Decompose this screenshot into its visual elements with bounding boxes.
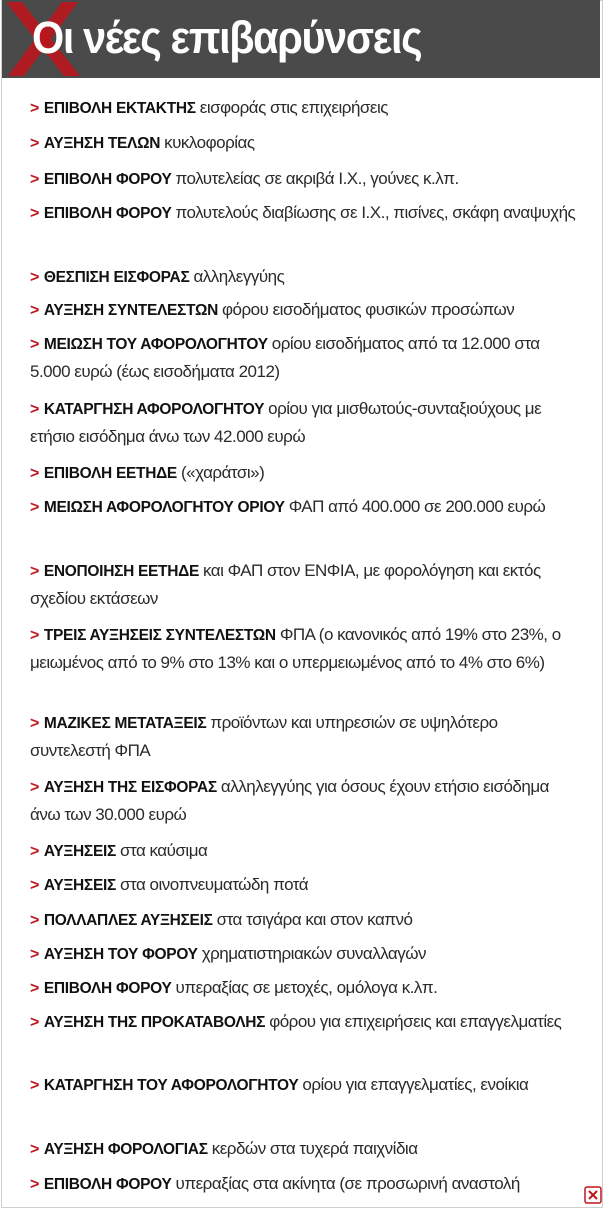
list-item: [30, 1170, 582, 1198]
list-item: [30, 1008, 582, 1036]
chevron-right-icon: >: [30, 1141, 39, 1158]
list-item: [30, 263, 582, 291]
list-item: [30, 199, 582, 227]
chevron-right-icon: >: [30, 715, 39, 732]
item-keyword: ΑΥΞΗΣΗ ΦΟΡΟΛΟΓΙΑΣ: [43, 1141, 208, 1158]
chevron-right-icon: >: [30, 1077, 39, 1094]
item-text: ορίου για επαγγελματίες, ενοίκια: [302, 1075, 529, 1094]
chevron-right-icon: >: [30, 465, 39, 482]
item-text: («χαράτσι»): [180, 463, 265, 482]
chevron-right-icon: >: [30, 499, 39, 516]
chevron-right-icon: >: [30, 135, 39, 152]
chevron-right-icon: >: [30, 302, 39, 319]
list-item: [30, 493, 582, 521]
item-text: αλληλεγγύης: [193, 267, 285, 286]
list-item: [30, 773, 582, 828]
item-keyword: ΕΠΙΒΟΛΗ ΕΚΤΑΚΤΗΣ: [43, 100, 196, 117]
chevron-right-icon: >: [30, 980, 39, 997]
chevron-right-icon: >: [30, 1014, 39, 1031]
item-text: χρηματιστηριακών συναλλαγών: [201, 944, 427, 963]
list-item: [30, 296, 582, 324]
item-keyword: ΜΕΙΩΣΗ ΤΟΥ ΑΦΟΡΟΛΟΓΗΤΟΥ: [43, 336, 268, 353]
item-text: πολυτελούς διαβίωσης σε Ι.Χ., πισίνες, σκάφη αναψυχής: [175, 203, 576, 222]
item-keyword: ΕΠΙΒΟΛΗ ΦΟΡΟΥ: [43, 171, 172, 188]
item-text: υπεραξίας σε μετοχές, ομόλογα κ.λπ.: [175, 978, 438, 997]
item-keyword: ΑΥΞΗΣΗ ΤΗΣ ΠΡΟΚΑΤΑΒΟΛΗΣ: [43, 1014, 266, 1031]
item-keyword: ΕΝΟΠΟΙΗΣΗ ΕΕΤΗΔΕ: [43, 563, 200, 580]
chevron-right-icon: >: [30, 877, 39, 894]
item-keyword: ΚΑΤΑΡΓΗΣΗ ΑΦΟΡΟΛΟΓΗΤΟΥ: [43, 401, 265, 418]
item-keyword: ΜΑΖΙΚΕΣ ΜΕΤΑΤΑΞΕΙΣ: [43, 715, 207, 732]
item-text: ορίου εισοδήματος από τα 12.000 στα 5.000 ευρώ (έως εισοδήματα 2012): [30, 334, 540, 381]
list-item: [30, 330, 582, 385]
item-keyword: ΕΠΙΒΟΛΗ ΦΟΡΟΥ: [43, 980, 172, 997]
item-text: στα καύσιμα: [120, 841, 208, 860]
item-keyword: ΚΑΤΑΡΓΗΣΗ ΤΟΥ ΑΦΟΡΟΛΟΓΗΤΟΥ: [43, 1077, 299, 1094]
item-keyword: ΕΠΙΒΟΛΗ ΦΟΡΟΥ: [43, 205, 172, 222]
item-keyword: ΘΕΣΠΙΣΗ ΕΙΣΦΟΡΑΣ: [43, 269, 190, 286]
item-text: και ΦΑΠ στον ΕΝΦΙΑ, με φορολόγηση και εκτός σχεδίου εκτάσεων: [30, 561, 541, 608]
header-bar: [2, 0, 600, 78]
list-item: [30, 1071, 582, 1099]
chevron-right-icon: >: [30, 269, 39, 286]
chevron-right-icon: >: [30, 336, 39, 353]
item-text: φόρου για επιχειρήσεις και επαγγελματίες: [269, 1012, 562, 1031]
item-keyword: ΜΕΙΩΣΗ ΑΦΟΡΟΛΟΓΗΤΟΥ ΟΡΙΟΥ: [43, 499, 285, 516]
chevron-right-icon: >: [30, 1176, 39, 1193]
page-title: Οι νέες επιβαρύνσεις: [32, 12, 422, 63]
item-keyword: ΑΥΞΗΣΕΙΣ: [43, 877, 116, 894]
list-item: [30, 395, 582, 450]
item-keyword: ΑΥΞΗΣΗ ΤΗΣ ΕΙΣΦΟΡΑΣ: [43, 779, 217, 796]
list-item: [30, 940, 582, 968]
chevron-right-icon: >: [30, 205, 39, 222]
chevron-right-icon: >: [30, 100, 39, 117]
list-item: [30, 557, 582, 612]
item-keyword: ΑΥΞΗΣΗ ΤΕΛΩΝ: [43, 135, 161, 152]
list-item: [30, 974, 582, 1002]
list-item: [30, 709, 582, 764]
chevron-right-icon: >: [30, 946, 39, 963]
list-item: [30, 165, 582, 193]
item-text: αλληλεγγύης για όσους έχουν ετήσιο εισόδημα άνω των 30.000 ευρώ: [30, 777, 549, 824]
list-item: [30, 621, 582, 676]
item-text: στα οινοπνευματώδη ποτά: [120, 875, 309, 894]
item-text: πολυτελείας σε ακριβά Ι.Χ., γούνες κ.λπ.: [175, 169, 459, 188]
item-text: ΦΑΠ από 400.000 σε 200.000 ευρώ: [288, 497, 546, 516]
item-text: εισφοράς στις επιχειρήσεις: [199, 98, 388, 117]
item-text: στα τσιγάρα και στον καπνό: [216, 910, 413, 929]
item-text: υπεραξίας στα ακίνητα (σε προσωρινή αναστολή: [175, 1174, 520, 1193]
list-item: [30, 906, 582, 934]
list-item: [30, 837, 582, 865]
item-keyword: ΕΠΙΒΟΛΗ ΕΕΤΗΔΕ: [43, 465, 177, 482]
item-keyword: ΑΥΞΗΣΗ ΣΥΝΤΕΛΕΣΤΩΝ: [43, 302, 218, 319]
list-item: [30, 1135, 582, 1163]
item-keyword: ΤΡΕΙΣ ΑΥΞΗΣΕΙΣ ΣΥΝΤΕΛΕΣΤΩΝ: [43, 627, 276, 644]
item-text: προϊόντων και υπηρεσιών σε υψηλότερο συντελεστή ΦΠΑ: [30, 713, 498, 760]
list-item: [30, 129, 582, 157]
chevron-right-icon: >: [30, 912, 39, 929]
item-text: ορίου για μισθωτούς-συνταξιούχους με ετήσιο εισόδημα άνω των 42.000 ευρώ: [30, 399, 542, 446]
chevron-right-icon: >: [30, 171, 39, 188]
item-keyword: ΑΥΞΗΣΕΙΣ: [43, 843, 116, 860]
item-text: κυκλοφορίας: [164, 133, 255, 152]
chevron-right-icon: >: [30, 843, 39, 860]
item-text: κερδών στα τυχερά παιχνίδια: [211, 1139, 418, 1158]
list-item: [30, 459, 582, 487]
chevron-right-icon: >: [30, 627, 39, 644]
close-icon[interactable]: [584, 1186, 602, 1204]
chevron-right-icon: >: [30, 401, 39, 418]
item-text: φόρου εισοδήματος φυσικών προσώπων: [221, 300, 515, 319]
item-keyword: ΕΠΙΒΟΛΗ ΦΟΡΟΥ: [43, 1176, 172, 1193]
list-item: [30, 94, 582, 122]
item-text: ΦΠΑ (ο κανονικός από 19% στο 23%, ο μειωμένος από το 9% στο 13% και ο υπερμειωμένος από το 4% στο 6%): [30, 625, 561, 672]
item-keyword: ΠΟΛΛΑΠΛΕΣ ΑΥΞΗΣΕΙΣ: [43, 912, 213, 929]
chevron-right-icon: >: [30, 563, 39, 580]
item-keyword: ΑΥΞΗΣΗ ΤΟΥ ΦΟΡΟΥ: [43, 946, 198, 963]
list-item: [30, 871, 582, 899]
chevron-right-icon: >: [30, 779, 39, 796]
